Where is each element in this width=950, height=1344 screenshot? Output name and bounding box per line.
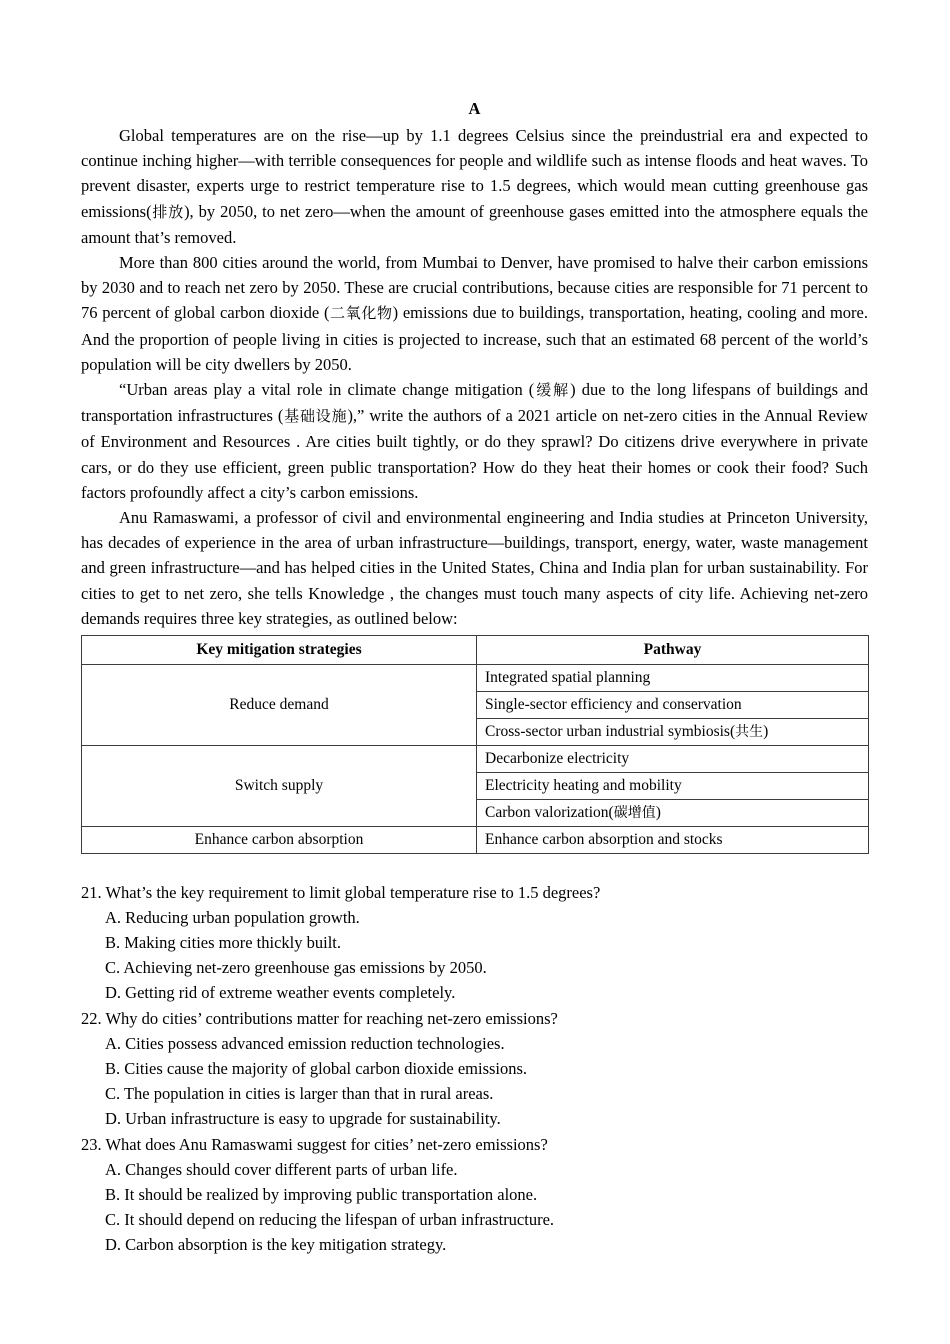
passage-paragraph-2: More than 800 cities around the world, from Mumbai to Denver, have promised to halve their carbon emissions by 2030 and to reach net zero by 2050. These are crucial contributions, because cities are responsible for 71 percent to 76 percent of global carbon dioxide (二氧化物) emissions due to buildings, transportation, heating, cooling and more. And the proportion of people living in cities is projected to increase, such that an estimated 68 percent of the world’s population will be city dwellers by 2050. xyxy=(81,253,868,374)
question-option[interactable]: D. Getting rid of extreme weather events completely. xyxy=(105,983,456,1003)
chinese-gloss: 缓解 xyxy=(534,381,571,400)
page-content xyxy=(81,96,868,1258)
question-block xyxy=(81,1006,868,1131)
pathway-cell: Electricity heating and mobility xyxy=(477,773,869,800)
key-mitigation-strategies-table xyxy=(81,635,869,854)
question-option[interactable]: C. Achieving net-zero greenhouse gas emissions by 2050. xyxy=(105,958,487,978)
question-stem: 21. What’s the key requirement to limit global temperature rise to 1.5 degrees? xyxy=(81,883,601,903)
pathway-cell: Cross-sector urban industrial symbiosis(共生) xyxy=(477,719,869,746)
table-row xyxy=(82,665,869,692)
strategies-table-wrapper xyxy=(81,635,868,854)
question-block xyxy=(81,880,868,1005)
passage-paragraph-4: Anu Ramaswami, a professor of civil and environmental engineering and India studies at Princeton University, has decades of experience in the area of urban infrastructure—buildings, transport, energy, water, waste management and green infrastructure—and has helped cities in the United States, China and India plan for urban sustainability. For cities to get to net zero, she tells Knowledge , the changes must touch many aspects of city life. Achieving net-zero demands requires three key strategies, as outlined below: xyxy=(81,508,868,628)
passage-paragraph-3: “Urban areas play a vital role in climate change mitigation (缓解) due to the long lifespans of buildings and transportation infrastructures (基础设施),” write the authors of a 2021 article on net-zero cities in the Annual Review of Environment and Resources . Are cities built tightly, or do they sprawl? Do citizens drive everywhere in private cars, or do they use efficient, green public transportation? How do they heat their homes or cook their food? Such factors profoundly affect a city’s carbon emissions. xyxy=(81,380,868,502)
passage-paragraph-1: Global temperatures are on the rise—up by 1.1 degrees Celsius since the preindustrial era and expected to continue inching higher—with terrible consequences for people and wildlife such as intense floods and heat waves. To prevent disaster, experts urge to restrict temperature rise to 1.5 degrees, which would mean cutting greenhouse gas emissions(排放), by 2050, to net zero—when the amount of greenhouse gases emitted into the atmosphere equals the amount that’s removed. xyxy=(81,126,868,247)
question-option[interactable]: C. It should depend on reducing the lifespan of urban infrastructure. xyxy=(105,1210,555,1230)
question-option[interactable]: A. Reducing urban population growth. xyxy=(105,908,360,928)
chinese-gloss: 二氧化物 xyxy=(329,304,393,323)
pathway-cell: Integrated spatial planning xyxy=(477,665,869,692)
table-body xyxy=(82,665,869,854)
pathway-cell: Decarbonize electricity xyxy=(477,746,869,773)
question-option[interactable]: A. Changes should cover different parts of urban life. xyxy=(105,1160,458,1180)
strategy-category-cell: Enhance carbon absorption xyxy=(82,827,477,854)
table-row xyxy=(82,746,869,773)
strategy-category-cell: Reduce demand xyxy=(82,665,477,746)
question-option[interactable]: A. Cities possess advanced emission reduction technologies. xyxy=(105,1034,505,1054)
question-stem: 23. What does Anu Ramaswami suggest for cities’ net-zero emissions? xyxy=(81,1135,548,1155)
chinese-gloss: 基础设施 xyxy=(283,407,348,426)
pathway-cell: Carbon valorization(碳增值) xyxy=(477,800,869,827)
questions-section xyxy=(81,880,868,1257)
table-header-pathway: Pathway xyxy=(477,636,869,665)
question-stem: 22. Why do cities’ contributions matter for reaching net-zero emissions? xyxy=(81,1009,558,1029)
question-option[interactable]: B. Cities cause the majority of global carbon dioxide emissions. xyxy=(105,1059,528,1079)
question-option[interactable]: D. Urban infrastructure is easy to upgrade for sustainability. xyxy=(105,1109,501,1129)
table-row xyxy=(82,827,869,854)
table-header-row xyxy=(82,636,869,665)
question-block xyxy=(81,1132,868,1257)
table-header-strategies: Key mitigation strategies xyxy=(82,636,477,665)
pathway-cell: Enhance carbon absorption and stocks xyxy=(477,827,869,854)
question-option[interactable]: B. It should be realized by improving public transportation alone. xyxy=(105,1185,538,1205)
section-heading: A xyxy=(468,99,481,118)
pathway-cell: Single-sector efficiency and conservation xyxy=(477,692,869,719)
chinese-gloss: 碳增值 xyxy=(613,805,656,822)
strategy-category-cell: Switch supply xyxy=(82,746,477,827)
chinese-gloss: 排放 xyxy=(151,202,185,221)
chinese-gloss: 共生 xyxy=(735,724,764,741)
question-option[interactable]: D. Carbon absorption is the key mitigation strategy. xyxy=(105,1235,447,1255)
question-option[interactable]: C. The population in cities is larger than that in rural areas. xyxy=(105,1084,494,1104)
question-option[interactable]: B. Making cities more thickly built. xyxy=(105,933,342,953)
